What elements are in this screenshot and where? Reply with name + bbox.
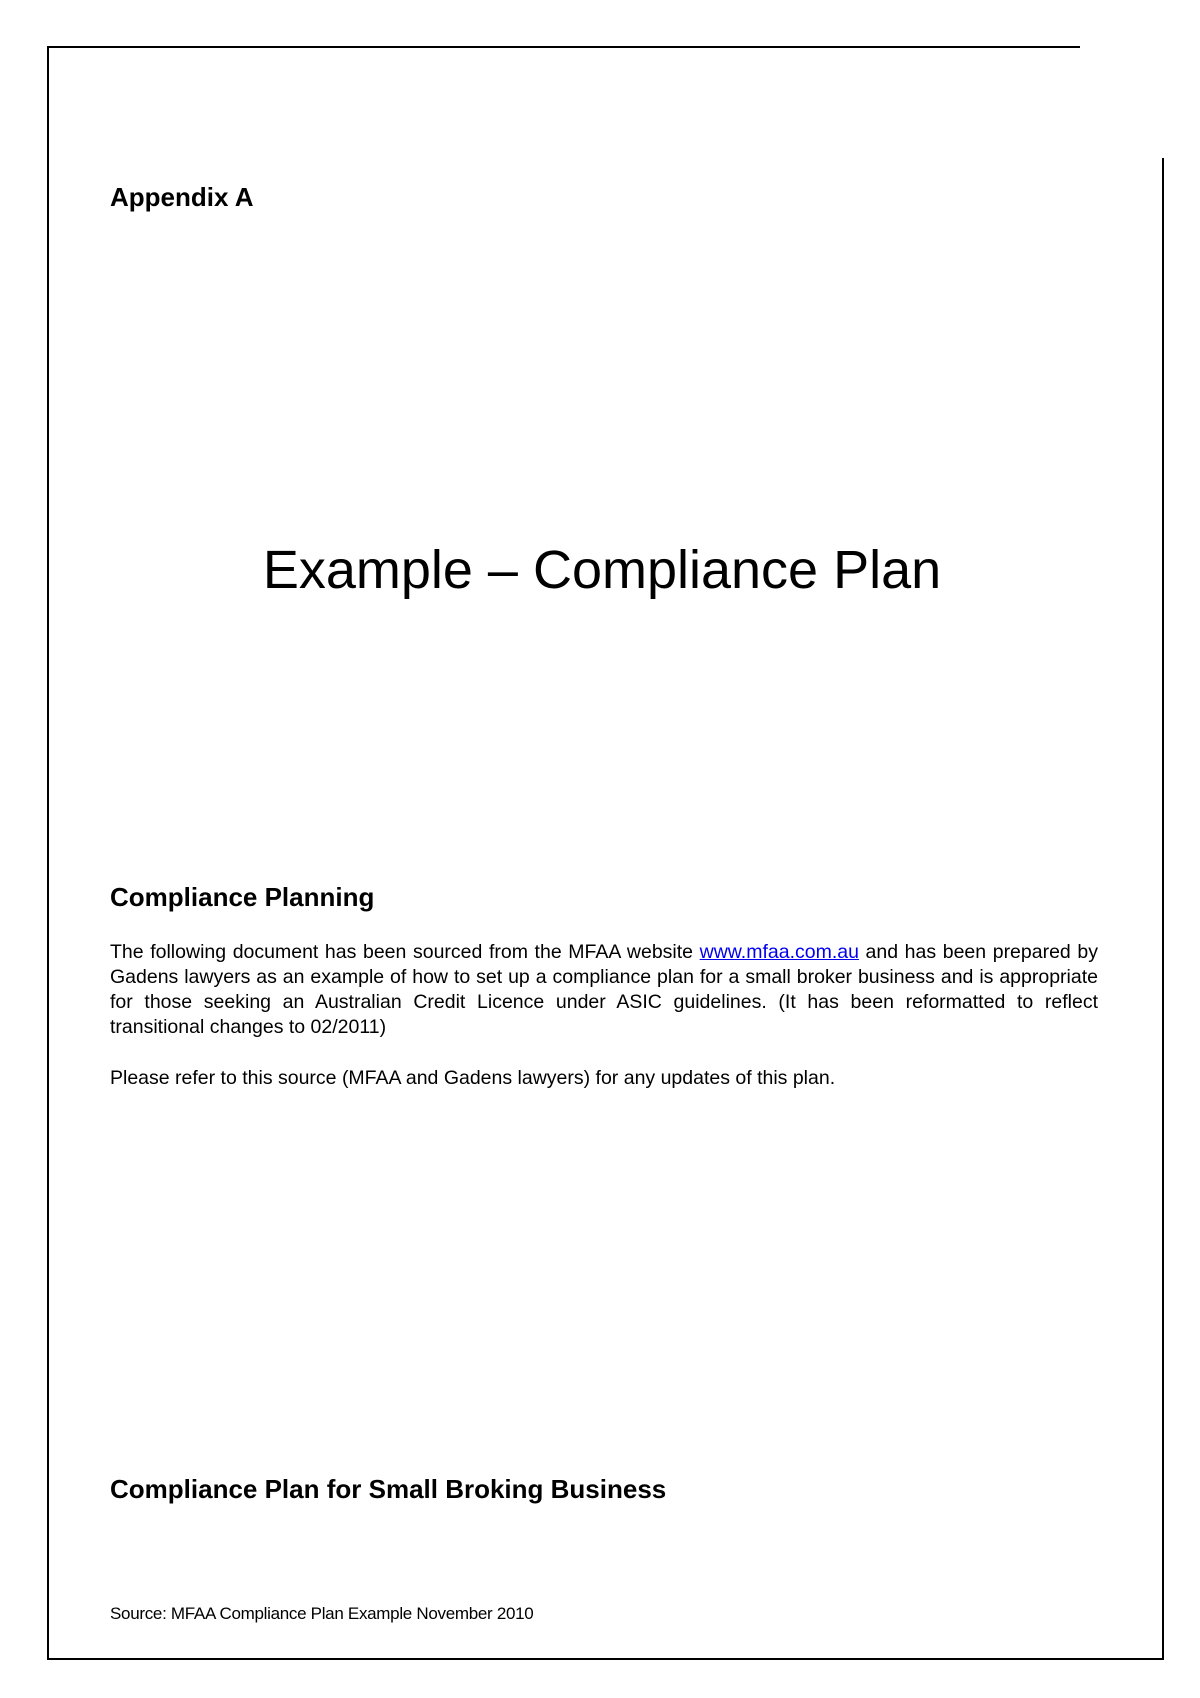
page-border-left	[47, 46, 49, 1660]
intro-text-after-link: and has been prepared by Gadens lawyers as an example of how to set up a compliance plan for a small broker business and is appropriate for those seeking an Australian Credit Licence under ASIC guidelines. (It has been reformatted to reflect transitional changes to 02/2011)	[110, 941, 1098, 1038]
refer-paragraph: Please refer to this source (MFAA and Gadens lawyers) for any updates of this plan.	[110, 1067, 836, 1089]
page-title: Example – Compliance Plan	[262, 540, 942, 600]
source-footer: Source: MFAA Compliance Plan Example November 2010	[110, 1604, 534, 1623]
plan-title: Compliance Plan for Small Broking Business	[110, 1474, 667, 1504]
intro-paragraph	[110, 940, 1098, 1040]
intro-text-before-link: The following document has been sourced from the MFAA website	[110, 941, 700, 963]
page-border-right	[1162, 158, 1164, 1660]
appendix-label: Appendix A	[110, 182, 254, 212]
mfaa-website-link[interactable]: www.mfaa.com.au	[699, 941, 859, 963]
page-border-top	[47, 46, 1080, 48]
section-heading-compliance-planning: Compliance Planning	[110, 882, 375, 912]
page-border-bottom	[47, 1658, 1164, 1660]
